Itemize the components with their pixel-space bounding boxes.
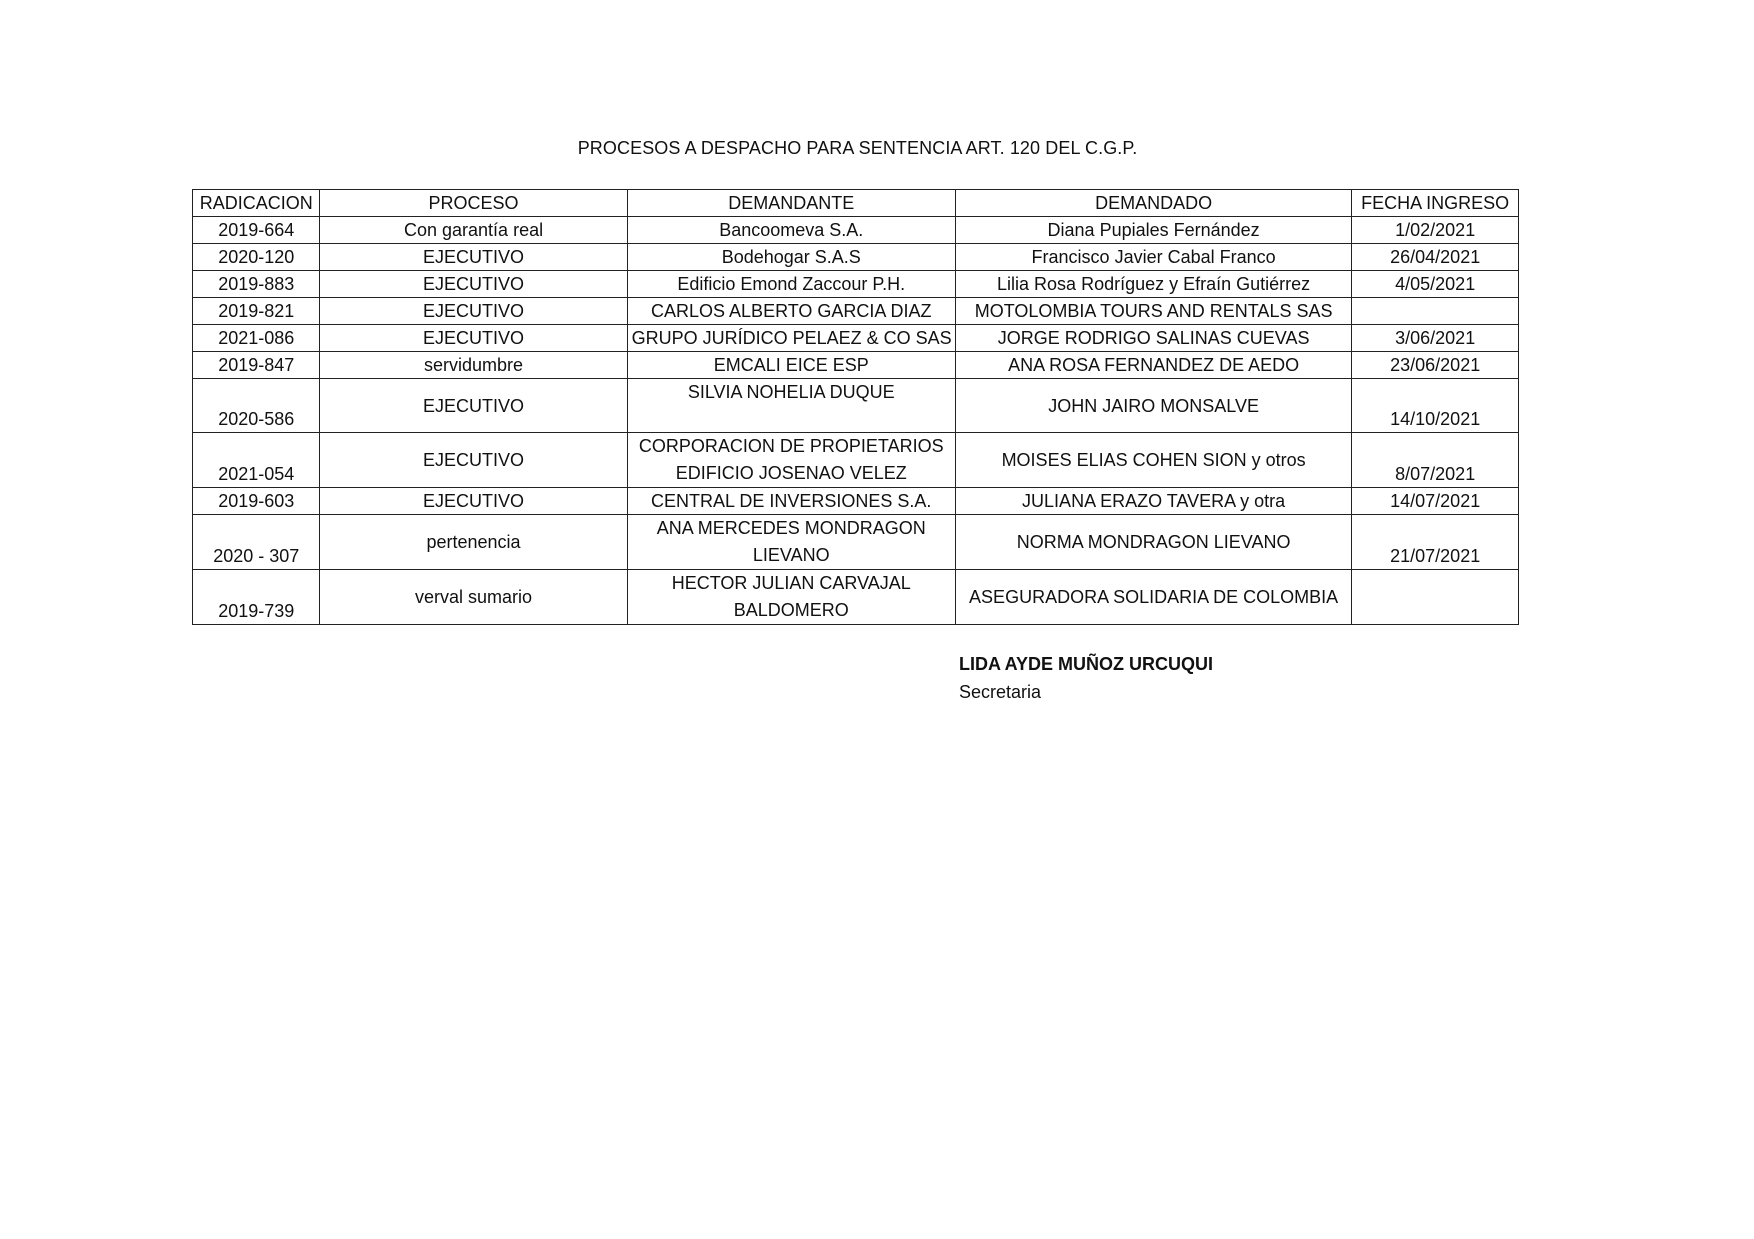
cell-demandado: Lilia Rosa Rodríguez y Efraín Gutiérrez [955, 271, 1351, 298]
procesos-table [192, 189, 1519, 625]
cell-radicacion: 2019-739 [193, 570, 320, 625]
cell-proceso: EJECUTIVO [320, 379, 627, 433]
cell-demandado: ANA ROSA FERNANDEZ DE AEDO [955, 352, 1351, 379]
table-row [193, 352, 1519, 379]
cell-proceso: EJECUTIVO [320, 488, 627, 515]
cell-fecha-ingreso: 8/07/2021 [1352, 433, 1519, 488]
cell-radicacion: 2019-664 [193, 217, 320, 244]
cell-demandante: Bodehogar S.A.S [627, 244, 955, 271]
cell-radicacion: 2019-847 [193, 352, 320, 379]
cell-demandado: ASEGURADORA SOLIDARIA DE COLOMBIA [955, 570, 1351, 625]
cell-demandado: JOHN JAIRO MONSALVE [955, 379, 1351, 433]
cell-demandante: HECTOR JULIAN CARVAJAL BALDOMERO [627, 570, 955, 625]
cell-fecha-ingreso: 26/04/2021 [1352, 244, 1519, 271]
table-row [193, 433, 1519, 488]
cell-radicacion: 2019-821 [193, 298, 320, 325]
column-header-fecha-ingreso: FECHA INGRESO [1352, 190, 1519, 217]
cell-proceso: verval sumario [320, 570, 627, 625]
table-row [193, 325, 1519, 352]
cell-fecha-ingreso [1352, 570, 1519, 625]
cell-fecha-ingreso: 3/06/2021 [1352, 325, 1519, 352]
document-title: PROCESOS A DESPACHO PARA SENTENCIA ART. 120 DEL C.G.P. [577, 138, 1138, 158]
cell-radicacion: 2019-883 [193, 271, 320, 298]
cell-demandante: Bancoomeva S.A. [627, 217, 955, 244]
cell-demandado: MOTOLOMBIA TOURS AND RENTALS SAS [955, 298, 1351, 325]
cell-radicacion: 2021-086 [193, 325, 320, 352]
cell-radicacion: 2021-054 [193, 433, 320, 488]
table-row [193, 298, 1519, 325]
cell-demandado: MOISES ELIAS COHEN SION y otros [955, 433, 1351, 488]
cell-fecha-ingreso: 1/02/2021 [1352, 217, 1519, 244]
column-header-demandante: DEMANDANTE [627, 190, 955, 217]
cell-radicacion: 2020-120 [193, 244, 320, 271]
cell-proceso: servidumbre [320, 352, 627, 379]
column-header-proceso: PROCESO [320, 190, 627, 217]
cell-proceso: Con garantía real [320, 217, 627, 244]
cell-proceso: EJECUTIVO [320, 433, 627, 488]
cell-demandado: JORGE RODRIGO SALINAS CUEVAS [955, 325, 1351, 352]
table-row [193, 244, 1519, 271]
cell-demandante: CARLOS ALBERTO GARCIA DIAZ [627, 298, 955, 325]
cell-demandado: NORMA MONDRAGON LIEVANO [955, 515, 1351, 570]
column-header-demandado: DEMANDADO [955, 190, 1351, 217]
cell-demandante: SILVIA NOHELIA DUQUE [627, 379, 955, 433]
cell-proceso: EJECUTIVO [320, 271, 627, 298]
cell-proceso: EJECUTIVO [320, 325, 627, 352]
table-header-row [193, 190, 1519, 217]
table-row [193, 217, 1519, 244]
table-row [193, 570, 1519, 625]
table-row [193, 488, 1519, 515]
cell-fecha-ingreso: 21/07/2021 [1352, 515, 1519, 570]
cell-demandante: GRUPO JURÍDICO PELAEZ & CO SAS [627, 325, 955, 352]
cell-fecha-ingreso: 14/07/2021 [1352, 488, 1519, 515]
cell-fecha-ingreso: 23/06/2021 [1352, 352, 1519, 379]
cell-proceso: pertenencia [320, 515, 627, 570]
column-header-radicacion: RADICACION [193, 190, 320, 217]
cell-demandante: EMCALI EICE ESP [627, 352, 955, 379]
cell-fecha-ingreso: 14/10/2021 [1352, 379, 1519, 433]
cell-fecha-ingreso: 4/05/2021 [1352, 271, 1519, 298]
cell-proceso: EJECUTIVO [320, 244, 627, 271]
table-row [193, 271, 1519, 298]
signatory-role: Secretaria [959, 682, 1042, 702]
cell-radicacion: 2020-586 [193, 379, 320, 433]
cell-radicacion: 2020 - 307 [193, 515, 320, 570]
cell-demandante: CORPORACION DE PROPIETARIOS EDIFICIO JOSENAO VELEZ [627, 433, 955, 488]
cell-fecha-ingreso [1352, 298, 1519, 325]
cell-demandado: JULIANA ERAZO TAVERA y otra [955, 488, 1351, 515]
cell-demandado: Francisco Javier Cabal Franco [955, 244, 1351, 271]
table-row [193, 379, 1519, 433]
cell-demandante: ANA MERCEDES MONDRAGON LIEVANO [627, 515, 955, 570]
cell-radicacion: 2019-603 [193, 488, 320, 515]
cell-demandante: CENTRAL DE INVERSIONES S.A. [627, 488, 955, 515]
cell-demandante: Edificio Emond Zaccour P.H. [627, 271, 955, 298]
signatory-name: LIDA AYDE MUÑOZ URCUQUI [959, 654, 1214, 674]
cell-demandado: Diana Pupiales Fernández [955, 217, 1351, 244]
cell-proceso: EJECUTIVO [320, 298, 627, 325]
table-row [193, 515, 1519, 570]
